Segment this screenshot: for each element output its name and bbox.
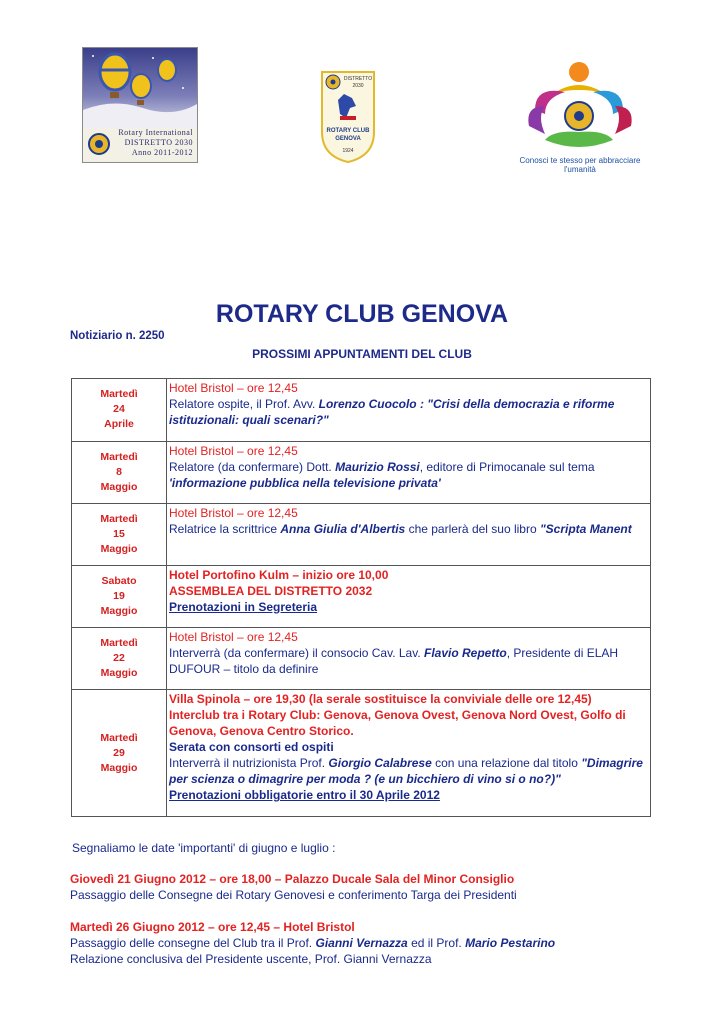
future-event-text: Passaggio delle consegne del Club tra il Prof. Gianni Vernazza ed il Prof. Mario Pestarino	[70, 936, 556, 950]
balloon-scene-image	[83, 48, 197, 128]
event-details	[167, 379, 651, 442]
svg-text:GENOVA: GENOVA	[335, 136, 361, 142]
event-details	[167, 566, 651, 628]
booking-note: Prenotazioni obbligatorie entro il 30 Aprile 2012	[169, 788, 440, 802]
event-date: Martedì 29 Maggio	[72, 690, 167, 817]
event-date: Martedì 8 Maggio	[72, 442, 167, 504]
event-date: Martedì 22 Maggio	[72, 628, 167, 690]
event-venue: Hotel Bristol – ore 12,45	[169, 630, 298, 644]
district-caption: Rotary International DISTRETTO 2030 Anno 2011-2012	[83, 128, 197, 162]
svg-text:1924: 1924	[342, 148, 354, 154]
future-event-headline: Martedì 26 Giugno 2012 – ore 12,45 – Hotel Bristol	[70, 920, 355, 934]
future-event-text: Relazione conclusiva del Presidente uscente, Prof. Gianni Vernazza	[70, 952, 432, 966]
event-details	[167, 504, 651, 566]
booking-note: Prenotazioni in Segreteria	[169, 600, 318, 614]
event-venue: Villa Spinola – ore 19,30 (la serale sostituisce la conviviale delle ore 12,45)	[169, 692, 592, 706]
event-row	[72, 566, 651, 628]
event-venue: Hotel Bristol – ore 12,45	[169, 444, 298, 458]
event-date: Martedì 15 Maggio	[72, 504, 167, 566]
event-row	[72, 504, 651, 566]
future-event-headline: Giovedì 21 Giugno 2012 – ore 18,00 – Palazzo Ducale Sala del Minor Consiglio	[70, 872, 515, 886]
event-details	[167, 690, 651, 817]
event-description: Relatore ospite, il Prof. Avv. Lorenzo Cuocolo : "Crisi della democrazia e riforme istituzionali: quali scenari?"	[169, 397, 615, 427]
page-title: ROTARY CLUB GENOVA	[215, 300, 509, 328]
event-row	[72, 690, 651, 817]
event-subtitle: ASSEMBLEA DEL DISTRETTO 2032	[169, 584, 373, 598]
club-shield-logo	[320, 70, 376, 164]
event-row	[72, 442, 651, 504]
event-description: Relatore (da confermare) Dott. Maurizio Rossi, editore di Primocanale sul tema 'informazione pubblica nella televisione privata'	[169, 460, 595, 490]
event-description: Interverrà il nutrizionista Prof. Giorgio Calabrese con una relazione dal titolo "Dimagrire per scienza o dimagrire per moda ? (e un bicchiero di vino si o no?)"	[169, 756, 643, 786]
event-venue: Hotel Portofino Kulm – inizio ore 10,00	[169, 568, 389, 582]
event-date: Martedì 24 Aprile	[72, 379, 167, 442]
event-venue: Hotel Bristol – ore 12,45	[169, 506, 298, 520]
newsletter-number: Notiziario n. 2250	[70, 330, 165, 342]
svg-text:DISTRETTO: DISTRETTO	[343, 76, 373, 82]
event-subtitle: Interclub tra i Rotary Club: Genova, Genova Ovest, Genova Nord Ovest, Golfo di Genova, Genova Centro Storico.	[169, 708, 626, 738]
theme-tagline: Conosci te stesso per abbracciare l'umanità	[519, 156, 641, 174]
event-description: Interverrà (da confermare) il consocio Cav. Lav. Flavio Repetto, Presidente di ELAH DUFOUR – titolo da definire	[169, 646, 619, 676]
event-details	[167, 442, 651, 504]
svg-text:2030: 2030	[352, 83, 364, 89]
event-row	[72, 379, 651, 442]
future-event	[70, 871, 517, 903]
event-note: Serata con consorti ed ospiti	[169, 740, 334, 754]
section-title: PROSSIMI APPUNTAMENTI DEL CLUB	[252, 347, 472, 361]
ri-theme-logo	[505, 60, 655, 172]
future-event	[70, 919, 555, 967]
event-venue: Hotel Bristol – ore 12,45	[169, 381, 298, 395]
event-row	[72, 628, 651, 690]
event-details	[167, 628, 651, 690]
district-logo	[82, 47, 198, 163]
future-event-text: Passaggio delle Consegne dei Rotary Genovesi e conferimento Targa dei Presidenti	[70, 888, 517, 902]
important-dates-note: Segnaliamo le date 'importanti' di giugno e luglio :	[72, 841, 336, 855]
event-date: Sabato 19 Maggio	[72, 566, 167, 628]
svg-text:ROTARY CLUB: ROTARY CLUB	[326, 128, 370, 134]
event-description: Relatrice la scrittrice Anna Giulia d'Albertis che parlerà del suo libro "Scripta Manent	[169, 522, 632, 536]
events-table	[71, 378, 651, 817]
